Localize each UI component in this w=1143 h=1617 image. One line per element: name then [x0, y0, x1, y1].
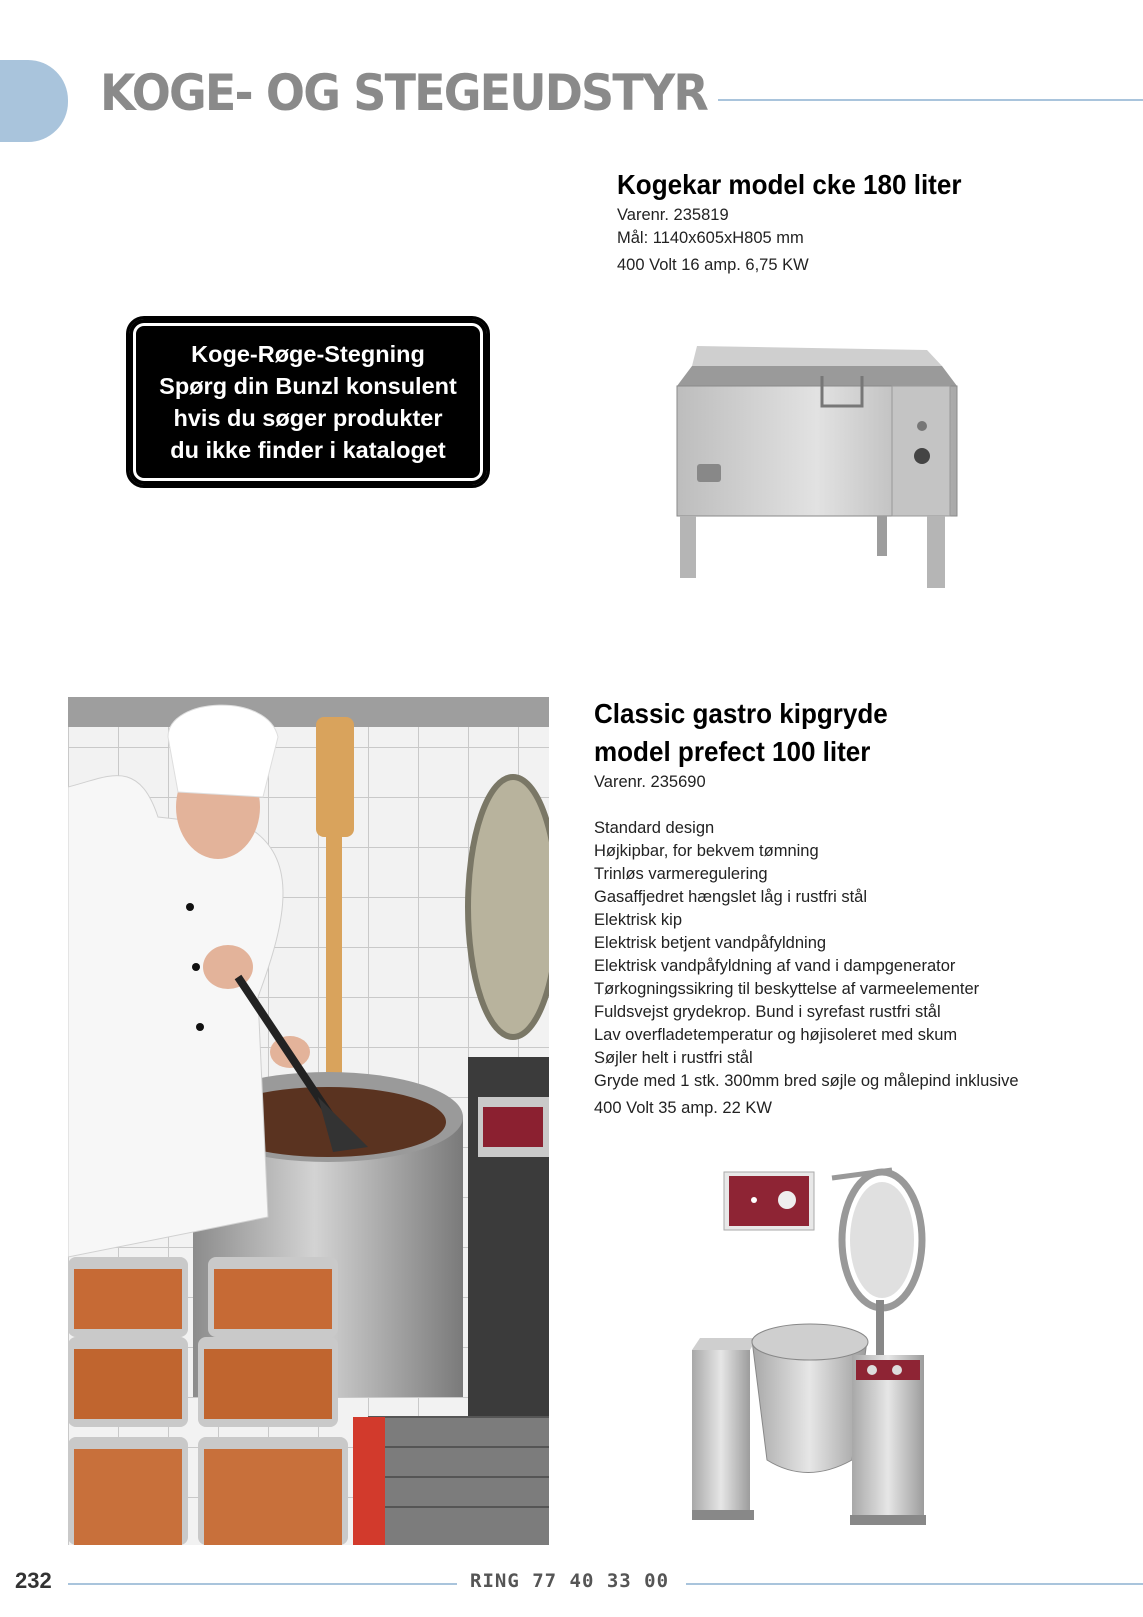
product-2-feature: Elektrisk betjent vandpåfyldning	[594, 934, 827, 952]
product-2-title-line-1: Classic gastro kipgryde	[594, 698, 888, 729]
product-2-title-line-2: model prefect 100 liter	[594, 736, 871, 767]
product-1-info	[617, 166, 987, 277]
consultant-callout	[126, 316, 490, 488]
chef-cooking-photo	[68, 697, 549, 1545]
product-2-feature: Søjler helt i rustfri stål	[594, 1049, 753, 1067]
product-2-feature: Fuldsvejst grydekrop. Bund i syrefast rustfri stål	[594, 1003, 941, 1021]
product-2-info	[594, 695, 1019, 1120]
footer-rule-left	[68, 1583, 457, 1585]
product-2-feature: Gryde med 1 stk. 300mm bred søjle og målepind inklusive	[594, 1072, 1019, 1090]
product-1-item-no: Varenr. 235819	[617, 206, 729, 224]
callout-line: Spørg din Bunzl konsulent	[159, 373, 457, 399]
product-2-feature: Elektrisk vandpåfyldning af vand i dampgenerator	[594, 957, 956, 975]
header-rule	[718, 99, 1143, 101]
page-title: KOGE- OG STEGEUDSTYR	[100, 64, 707, 122]
product-2-feature: Tørkogningssikring til beskyttelse af varmeelementer	[594, 980, 980, 998]
page-number: 232	[15, 1568, 52, 1593]
product-1-image	[672, 346, 962, 591]
product-2-feature: Trinløs varmeregulering	[594, 865, 768, 883]
product-2-feature: Elektrisk kip	[594, 911, 683, 929]
product-2-feature: Gasaffjedret hængslet låg i rustfri stål	[594, 888, 867, 906]
callout-line: Koge-Røge-Stegning	[191, 341, 425, 367]
product-2-feature: Højkipbar, for bekvem tømning	[594, 842, 819, 860]
product-1-dimensions: Mål: 1140x605xH805 mm	[617, 229, 804, 247]
callout-line: du ikke finder i kataloget	[170, 437, 446, 463]
header-tab	[0, 60, 68, 142]
product-1-power: 400 Volt 16 amp. 6,75 KW	[617, 256, 809, 274]
product-2-power: 400 Volt 35 amp. 22 KW	[594, 1099, 772, 1117]
product-2-image	[692, 1160, 962, 1540]
footer-rule-right	[686, 1583, 1143, 1585]
product-1-title: Kogekar model cke 180 liter	[617, 169, 962, 200]
footer-phone: RING 77 40 33 00	[470, 1570, 670, 1592]
product-2-feature: Lav overfladetemperatur og højisoleret med skum	[594, 1026, 958, 1044]
callout-line: hvis du søger produkter	[173, 405, 443, 431]
product-2-item-no: Varenr. 235690	[594, 773, 706, 791]
product-2-feature: Standard design	[594, 819, 715, 837]
